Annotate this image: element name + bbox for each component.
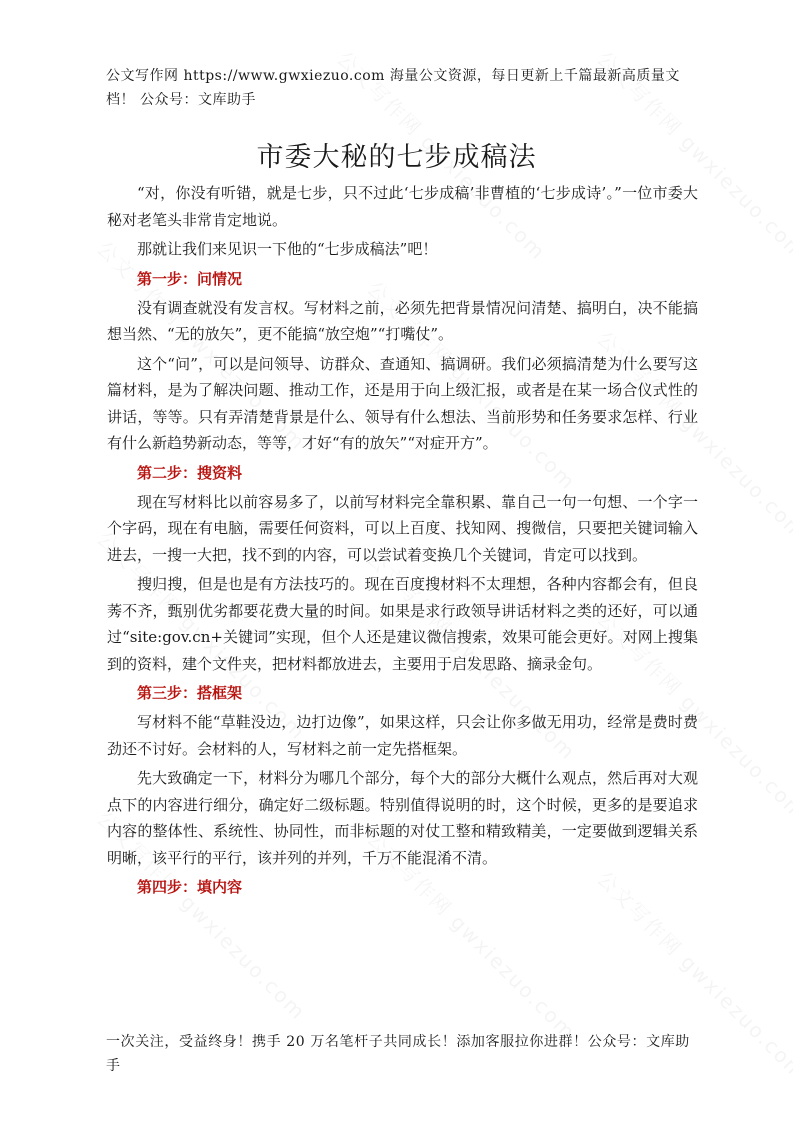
document-title: 市委大秘的七步成稿法 — [256, 142, 537, 173]
paragraph-step-3-b: 先大致确定一下，材料分为哪几个部分，每个大的部分大概什么观点，然后再对大观点下的内容进行细分，确定好二级标题。特别值得说明的时，这个时候，更多的是要追求内容的整体性、系统性、协同性，而非标题的对仗工整和精致精美，一定要做到逻辑关系明晰，该平行的平行，该并列的并列，千万不能混淆不清。 — [107, 769, 698, 867]
document-body — [107, 180, 698, 900]
paragraph-step-1-b: 这个“问”，可以是问领导、访群众、查通知、搞调研。我们必须搞清楚为什么要写这篇材料，是为了解决问题、推动工作，还是用于向上级汇报，或者是在某一场合仪式性的讲话，等等。只有弄清楚背景是什么、领导有什么想法、当前形势和任务要求怎样、行业有什么新趋势新动态，等等，才好“有的放矢”“对症开方”。 — [107, 354, 698, 452]
page-header: 公文写作网 https://www.gwxiezuo.com 海量公文资源，每日更新上千篇最新高质量文档！ 公众号：文库助手 — [106, 68, 680, 108]
page-footer: 一次关注，受益终身！携手 20 万名笔杆子共同成长！添加客服拉你进群！公众号：文库助手 — [106, 1034, 690, 1074]
paragraph-step-2-a: 现在写材料比以前容易多了，以前写材料完全靠积累、靠自己一句一句想、一个字一个字码，现在有电脑，需要任何资料，可以上百度、找知网、搜微信，只要把关键词输入进去，一搜一大把，找不到的内容，可以尝试着变换几个关键词，肯定可以找到。 — [107, 492, 698, 564]
step-1-heading: 第一步：问情况 — [137, 269, 243, 288]
paragraph-step-3-a: 写材料不能“草鞋没边，边打边像”，如果这样，只会让你多做无用功，经常是费时费劲还不讨好。会材料的人，写材料之前一定先搭框架。 — [107, 713, 698, 758]
paragraph-intro-2: 那就让我们来见识一下他的“七步成稿法”吧！ — [137, 240, 438, 258]
step-3-heading: 第三步：搭框架 — [137, 684, 243, 702]
paragraph-step-2-b: 搜归搜，但是也是有方法技巧的。现在百度搜材料不太理想，各种内容都会有，但良莠不齐，甄别优劣都要花费大量的时间。如果是求行政领导讲话材料之类的还好，可以通过“site:gov.cn+关键词”实现，但个人还是建议微信搜索，效果可能会更好。对网上搜集到的资料，建个文件夹，把材料都放进去，主要用于启发思路、摘录金句。 — [107, 575, 698, 673]
paragraph-step-1-a: 没有调查就没有发言权。写材料之前，必须先把背景情况问清楚、搞明白，决不能搞想当然、“无的放矢”，更不能搞“放空炮”“打嘴仗”。 — [107, 298, 698, 343]
step-4-heading: 第四步：填内容 — [137, 878, 243, 896]
paragraph-intro-1: “对，你没有听错，就是七步，只不过此‘七步成稿’非曹植的‘七步成诗’。”一位市委大秘对老笔头非常肯定地说。 — [107, 184, 698, 229]
step-2-heading: 第二步：搜资料 — [137, 463, 243, 482]
